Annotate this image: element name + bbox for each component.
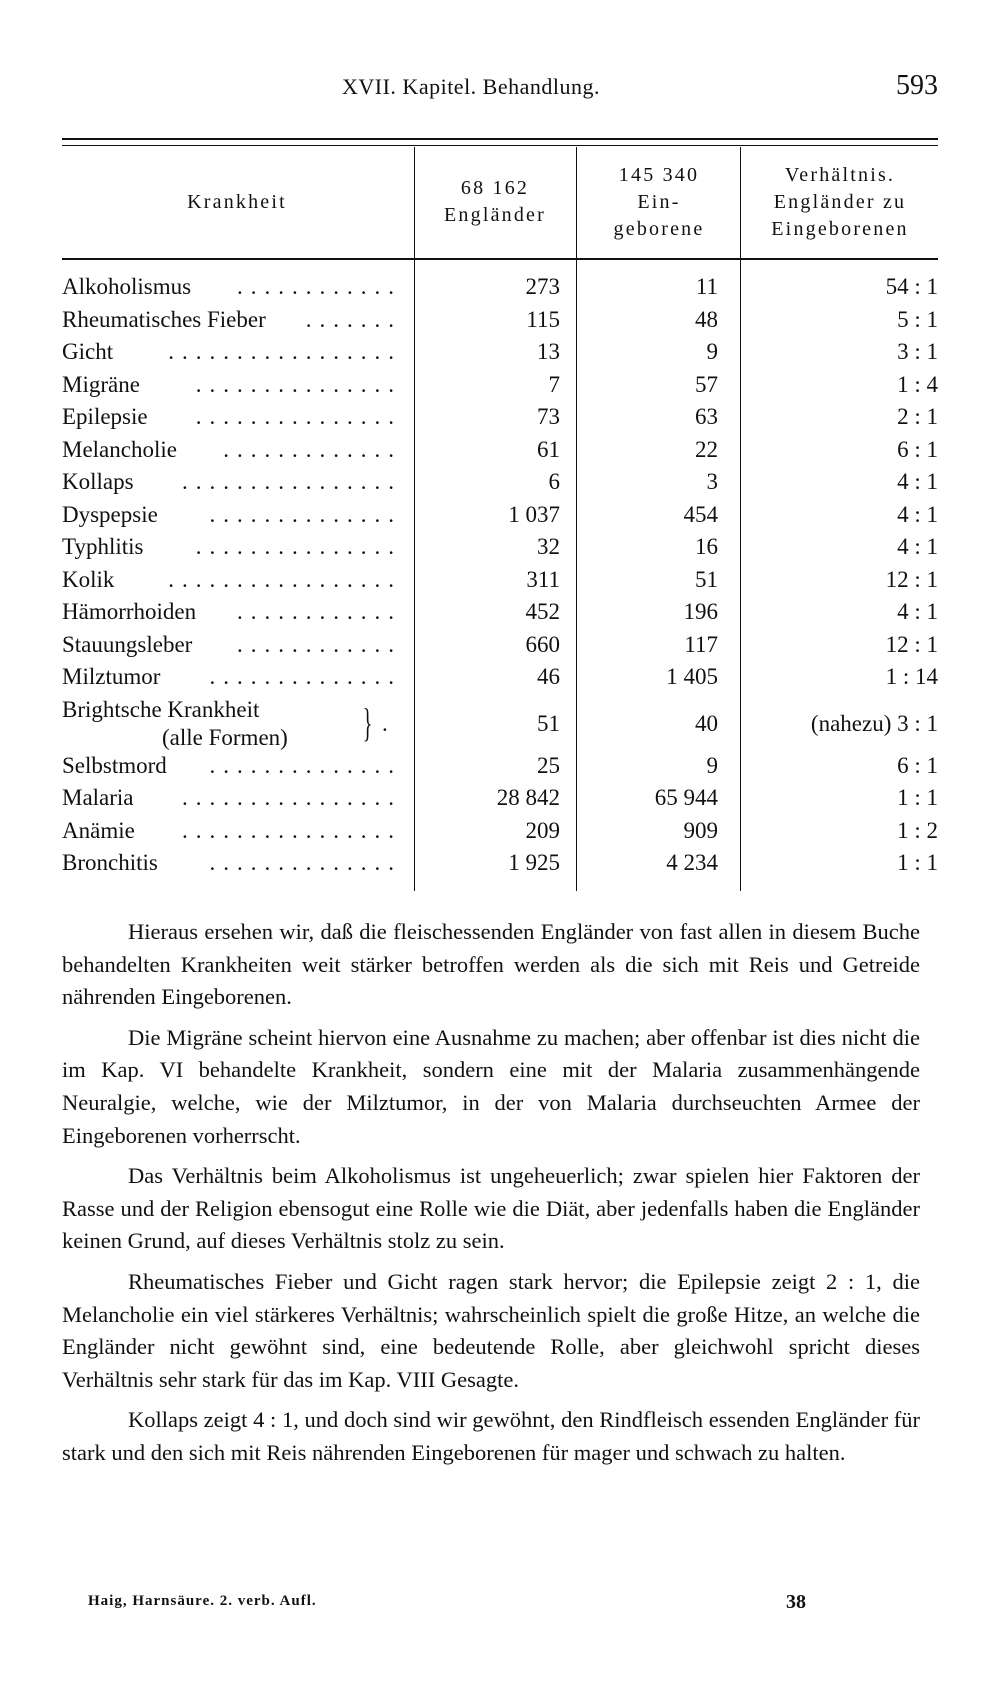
leader-dots: ............: [237, 599, 402, 624]
disease-name: Migräne: [62, 371, 140, 397]
table-row: [62, 753, 938, 786]
english-count: 46: [537, 664, 560, 689]
disease-name-cell: [62, 632, 402, 658]
english-count: 25: [537, 752, 560, 778]
disease-name-cell: [62, 567, 402, 593]
ratio-value: 1 : 4: [897, 371, 938, 397]
table-top-rule-thin: [62, 145, 938, 146]
disease-name: Malaria: [62, 785, 134, 810]
leader-dots: ...............: [195, 371, 402, 397]
disease-name: Anämie: [62, 817, 135, 843]
ratio-value: 1 : 14: [885, 664, 938, 689]
ratio-value: 54 : 1: [885, 274, 938, 299]
disease-name: Hämorrhoiden: [62, 599, 197, 624]
disease-name: Milztumor: [62, 664, 161, 689]
table-row: [62, 850, 938, 883]
disease-name: Brightsche Krankheit: [62, 696, 260, 722]
disease-name-line2: (alle Formen): [162, 724, 288, 750]
footer-source: Haig, Harnsäure. 2. verb. Aufl.: [88, 1593, 317, 1609]
table-row: [62, 274, 938, 307]
english-count: 6: [548, 469, 560, 494]
ratio-value: 6 : 1: [897, 752, 938, 778]
leader-dots: .: [382, 710, 388, 736]
ratio-value: 6 : 1: [897, 436, 938, 462]
leader-dots: ..............: [209, 501, 402, 527]
leader-dots: ...............: [195, 534, 402, 559]
native-count: 196: [683, 599, 718, 624]
disease-name-cell: [62, 307, 402, 333]
native-count: 1 405: [666, 664, 718, 689]
paragraph: Die Migräne scheint hiervon eine Ausnahme zu machen; aber offenbar ist dies nicht die im Kap. VI behandelte Krankheit, sondern eine mit der Malaria zusammenhängende Neuralgie, welche, wie der Milztumor, in der von Malaria durchseuchten Armee der Eingeborenen vorherrscht.: [62, 1024, 920, 1148]
ratio-value: 4 : 1: [897, 599, 938, 624]
english-count: 32: [537, 534, 560, 559]
disease-name-cell: [62, 339, 402, 365]
page-number: 593: [896, 70, 938, 101]
english-count: 28 842: [496, 785, 560, 810]
leader-dots: .............: [223, 436, 402, 462]
native-count: 9: [706, 339, 718, 364]
paragraph: Kollaps zeigt 4 : 1, und doch sind wir gewöhnt, den Rindfleisch essenden Engländer für stark und den sich mit Reis nährenden Eingeborenen für mager und schwach zu halten.: [62, 1407, 920, 1465]
ratio-value: 12 : 1: [885, 566, 938, 592]
leader-dots: .................: [168, 566, 402, 592]
ratio-value: 5 : 1: [897, 306, 938, 332]
column-header-ratio: Verhältnis. Engländer zu Eingeborenen: [771, 163, 909, 240]
disease-name: Typhlitis: [62, 534, 144, 559]
table-header-rule: [62, 258, 938, 260]
english-count: 13: [537, 339, 560, 364]
native-count: 57: [695, 371, 718, 397]
body-text: [62, 916, 920, 1478]
page-header: [60, 68, 940, 108]
leader-dots: ............: [237, 631, 402, 657]
table-row: [62, 632, 938, 665]
leader-dots: ..............: [209, 664, 402, 689]
disease-name: Selbstmord: [62, 752, 167, 778]
table-row: [62, 599, 938, 632]
table-row: [62, 534, 938, 567]
ratio-value: 4 : 1: [897, 469, 938, 494]
ratio-value: 4 : 1: [897, 501, 938, 527]
native-count: 4 234: [666, 850, 718, 875]
disease-name: Stauungsleber: [62, 631, 193, 657]
disease-name-cell: [62, 372, 402, 398]
native-count: 16: [695, 534, 718, 559]
disease-name-cell: [62, 274, 402, 300]
leader-dots: .......: [305, 306, 402, 332]
ratio-value: 3 : 1: [897, 339, 938, 364]
page-footer: [88, 1591, 848, 1619]
disease-name: Bronchitis: [62, 850, 158, 875]
native-count: 454: [683, 501, 718, 527]
leader-dots: .................: [168, 339, 402, 364]
column-header-disease: Krankheit: [187, 190, 287, 213]
table-row: [62, 339, 938, 372]
leader-dots: ................: [182, 785, 402, 810]
disease-name: Alkoholismus: [62, 274, 192, 299]
leader-dots: ................: [182, 469, 402, 494]
english-count: 273: [525, 274, 560, 299]
native-count: 11: [695, 274, 718, 299]
disease-name-cell: [62, 404, 402, 430]
disease-name: Dyspepsie: [62, 501, 158, 527]
table-top-rule: [62, 138, 938, 140]
disease-name: Rheumatisches Fieber: [62, 306, 266, 332]
running-title: XVII. Kapitel. Behandlung.: [342, 74, 600, 99]
leader-dots: ................: [182, 817, 402, 843]
ratio-value: 1 : 1: [897, 850, 938, 875]
column-header-native: 145 340 Ein- geborene: [613, 163, 705, 240]
table-row: [62, 372, 938, 405]
native-count: 9: [706, 752, 718, 778]
english-count: 61: [537, 436, 560, 462]
table-row: [62, 307, 938, 340]
english-count: 311: [526, 566, 560, 592]
table-row: [62, 818, 938, 851]
disease-name-cell: [62, 599, 402, 625]
english-count: 1 925: [508, 850, 560, 875]
english-count: 209: [525, 817, 560, 843]
printer-signature: 38: [786, 1591, 806, 1613]
paragraph: Rheumatisches Fieber und Gicht ragen stark hervor; die Epilepsie zeigt 2 : 1, die Melancholie ein viel stärkeres Verhältnis; wahrscheinlich spielt die große Hitze, an welche die Engländer nicht gewöhnt sind, eine bedeutende Rolle, aber gleichwohl spricht dieses Verhältnis sehr stark für das im Kap. VIII Gesagte.: [62, 1268, 920, 1392]
disease-name-cell: [62, 664, 402, 690]
disease-name: Gicht: [62, 339, 114, 364]
ratio-value: (nahezu) 3 : 1: [810, 710, 938, 736]
native-count: 3: [706, 469, 718, 494]
english-count: 452: [525, 599, 560, 624]
native-count: 65 944: [654, 785, 718, 810]
native-count: 63: [695, 404, 718, 429]
disease-name: Kollaps: [62, 469, 134, 494]
leader-dots: ..............: [209, 850, 402, 875]
table-row: [62, 664, 938, 697]
ratio-value: 4 : 1: [897, 534, 938, 559]
native-count: 22: [695, 436, 718, 462]
table-row: [62, 785, 938, 818]
disease-name: Kolik: [62, 566, 115, 592]
disease-name-cell: [62, 534, 402, 560]
disease-name-cell: [62, 785, 402, 811]
column-header-english: 68 162 Engländer: [444, 177, 546, 226]
native-count: 40: [695, 710, 718, 736]
table-row: [62, 697, 938, 753]
ratio-value: 2 : 1: [897, 404, 938, 429]
disease-name-cell: [62, 469, 402, 495]
english-count: 73: [537, 404, 560, 429]
table-header: [62, 147, 938, 257]
paragraph: Das Verhältnis beim Alkoholismus ist ungeheuerlich; zwar spielen hier Faktoren der Rasse und der Religion ebensogut eine Rolle wie die Diät, aber jedenfalls haben die Engländer keinen Grund, auf dieses Verhältnis stolz zu sein.: [62, 1163, 920, 1254]
disease-name-cell: [62, 818, 402, 844]
paragraph: Hieraus ersehen wir, daß die fleischessenden Engländer von fast allen in diesem Buche behandelten Krankheiten weit stärker betroffen werden als die sich mit Reis und Getreide nährenden Eingeborenen.: [62, 919, 920, 1010]
english-count: 660: [525, 631, 560, 657]
native-count: 51: [695, 566, 718, 592]
table-row: [62, 502, 938, 535]
ratio-value: 12 : 1: [885, 631, 938, 657]
english-count: 1 037: [508, 501, 560, 527]
disease-name-cell: [62, 850, 402, 876]
ratio-value: 1 : 2: [897, 817, 938, 843]
native-count: 909: [683, 817, 718, 843]
disease-name-cell: [62, 437, 402, 463]
native-count: 48: [695, 306, 718, 332]
disease-name: Melancholie: [62, 436, 177, 462]
table-row: [62, 437, 938, 470]
english-count: 115: [526, 306, 560, 332]
english-count: 7: [548, 371, 560, 397]
disease-name: Epilepsie: [62, 404, 148, 429]
leader-dots: ............: [237, 274, 402, 299]
brace-mark: }: [362, 699, 373, 745]
table-body: [62, 274, 938, 883]
disease-name-cell: [62, 502, 402, 528]
leader-dots: ...............: [195, 404, 402, 429]
table-row: [62, 567, 938, 600]
leader-dots: ..............: [209, 752, 402, 778]
table-row: [62, 469, 938, 502]
english-count: 51: [537, 710, 560, 736]
ratio-value: 1 : 1: [897, 785, 938, 810]
table-row: [62, 404, 938, 437]
native-count: 117: [684, 631, 718, 657]
disease-name-cell: [62, 753, 402, 779]
